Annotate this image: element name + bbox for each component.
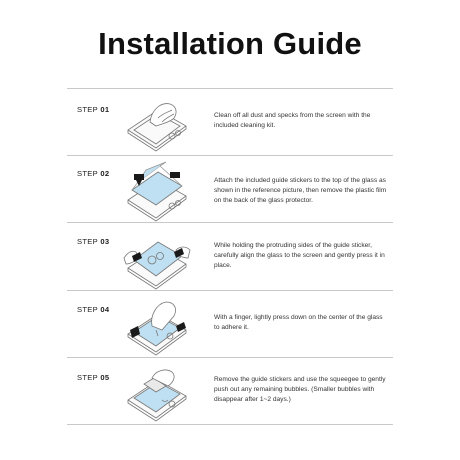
squeegee-icon (122, 364, 192, 432)
divider (67, 222, 393, 223)
align-glass-icon (122, 228, 192, 296)
step-description: Remove the guide stickers and use the squeegee to gently push out any remaining bubbles. (Smaller bubbles with disappear after 1~2 days.) (214, 376, 386, 403)
step-label: STEP 02 (77, 169, 110, 178)
divider (67, 155, 393, 156)
step-04 (0, 296, 460, 364)
step-description: While holding the protruding sides of the guide sticker, carefully align the glass to the screen and gently press it in place. (214, 242, 385, 269)
step-description: Clean off all dust and specks from the screen with the included cleaning kit. (214, 112, 371, 129)
step-description: With a finger, lightly press down on the center of the glass to adhere it. (214, 314, 383, 331)
step-label: STEP 04 (77, 305, 110, 314)
divider (67, 424, 393, 425)
step-01 (0, 96, 460, 164)
step-label: STEP 01 (77, 105, 110, 114)
step-description: Attach the included guide stickers to the top of the glass as shown in the reference picture, then remove the plastic film on the back of the glass protector. (214, 177, 387, 204)
step-02 (0, 160, 460, 228)
step-label: STEP 03 (77, 237, 110, 246)
press-center-icon (122, 296, 192, 364)
divider (67, 88, 393, 89)
step-05 (0, 364, 460, 432)
page-title: Installation Guide (98, 26, 362, 61)
step-03 (0, 228, 460, 296)
divider (67, 290, 393, 291)
wipe-screen-icon (122, 96, 192, 164)
step-label: STEP 05 (77, 373, 110, 382)
divider (67, 357, 393, 358)
attach-stickers-icon (122, 160, 192, 228)
